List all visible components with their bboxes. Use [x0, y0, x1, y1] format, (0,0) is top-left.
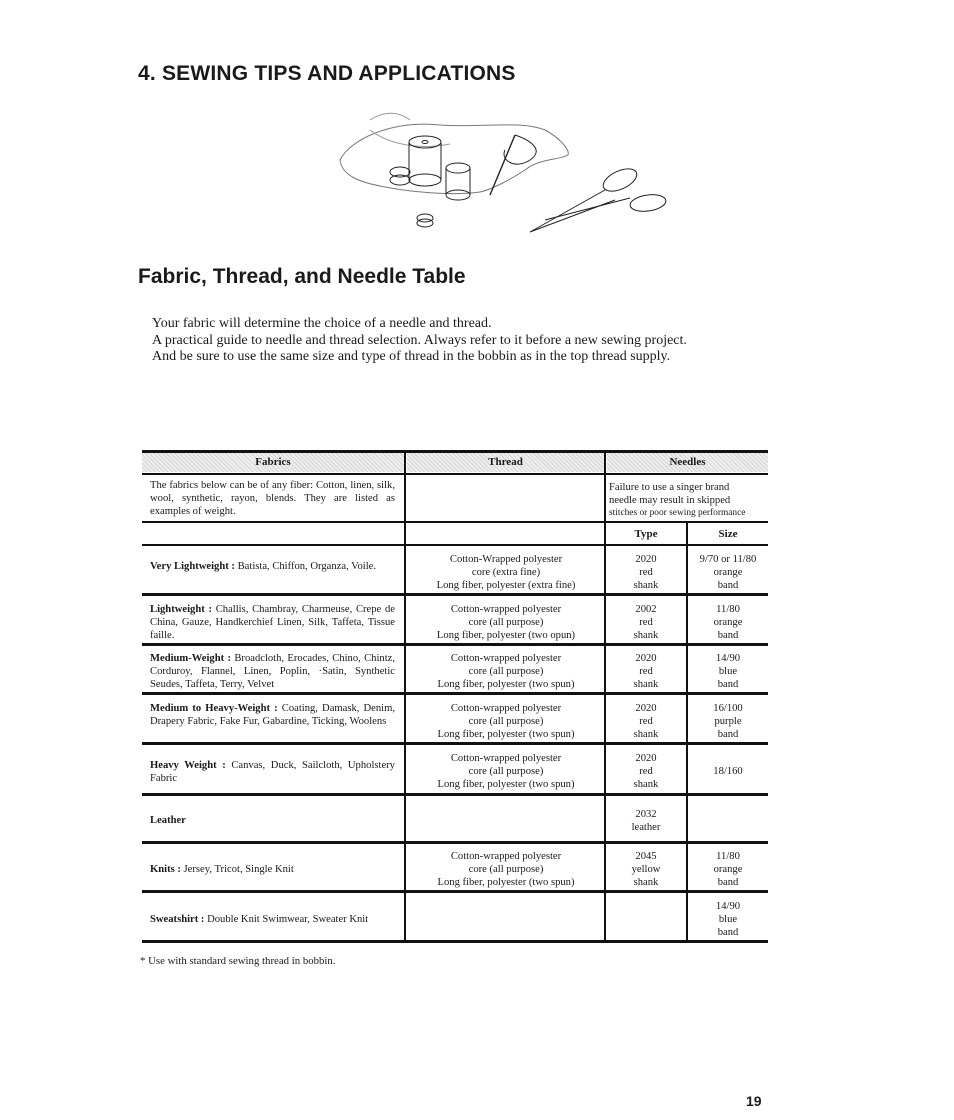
- rule: [142, 593, 768, 596]
- needle-size-cell-line: 16/100: [713, 702, 743, 714]
- fabric-cell: [150, 913, 395, 926]
- footnote: * Use with standard sewing thread in bobbin.: [140, 955, 336, 967]
- needle-size-cell-line: blue: [718, 913, 738, 925]
- needle-size-cell: [690, 850, 766, 889]
- needle-type-cell: [607, 652, 685, 691]
- needle-size-cell-line: band: [717, 679, 739, 690]
- thread-cell-line: Cotton-wrapped polyester: [450, 702, 562, 714]
- intro-line: And be sure to use the same size and type of thread in the bobbin as in the top thread supply.: [152, 349, 671, 364]
- thread-cell-line: core (extra fine): [471, 567, 541, 578]
- needle-size-cell-line: blue: [718, 666, 738, 677]
- thread-cell-line: Long fiber, polyester (two spun): [437, 779, 575, 790]
- fabric-cell: [150, 863, 395, 876]
- thread-cell: [408, 652, 604, 691]
- thread-cell-line: core (all purpose): [468, 766, 544, 777]
- needle-type-cell-line: shank: [633, 728, 659, 740]
- intro-paragraph: [152, 316, 792, 366]
- thread-cell-line: Long fiber, polyester (two spun): [437, 877, 575, 888]
- fabric-examples: Canvas, Duck, Sailcloth, Upholstery Fabric: [150, 759, 395, 784]
- header-needles: Needles: [669, 456, 706, 468]
- thread-cell-line: Cotton-Wrapped polyester: [449, 554, 563, 565]
- sewing-illustration: [330, 100, 675, 245]
- fabric-cell: [150, 560, 395, 573]
- needle-type-cell-line: 2020: [635, 554, 657, 565]
- rule: [142, 692, 768, 695]
- thread-cell-line: core (all purpose): [468, 864, 544, 875]
- fabric-examples: Challis, Chambray, Charmeuse, Crepe de China, Gauze, Handkerchief Linen, Silk, Taffeta, Tissue faille.: [150, 603, 395, 641]
- needle-size-cell: [690, 553, 766, 592]
- needle-size-cell-line: 9/70 or 11/80: [699, 554, 757, 565]
- needle-type-cell-line: shank: [633, 580, 659, 591]
- needle-type-cell-line: red: [639, 766, 653, 777]
- needle-type-cell-line: red: [639, 666, 653, 677]
- rule: [142, 521, 768, 523]
- needle-type-cell: [607, 808, 685, 834]
- needle-size-cell: [690, 603, 766, 642]
- needle-type-cell: [607, 702, 685, 741]
- thread-cell-line: Cotton-wrapped polyester: [450, 653, 562, 664]
- thread-cell-line: Long fiber, polyester (two spun): [437, 728, 575, 740]
- fabric-weight-label: Leather: [150, 815, 186, 826]
- needle-size-cell-line: orange: [713, 567, 743, 578]
- rule: [142, 643, 768, 646]
- table-title: Fabric, Thread, and Needle Table: [138, 265, 466, 288]
- thread-cell-line: Cotton-wrapped polyester: [450, 603, 562, 615]
- needle-size-cell-line: band: [717, 877, 739, 888]
- thread-cell: [408, 603, 604, 642]
- header-fabrics: Fabrics: [255, 456, 291, 468]
- needle-size-cell-line: 14/90: [715, 653, 741, 664]
- needle-size-cell-line: 18/160: [713, 766, 743, 777]
- fabric-weight-label: Lightweight :: [150, 603, 212, 615]
- header-type: Type: [634, 528, 658, 540]
- thread-cell: [408, 850, 604, 889]
- needle-size-cell: [690, 652, 766, 691]
- rule: [142, 473, 768, 475]
- needle-type-cell: [607, 850, 685, 889]
- needle-type-cell-line: 2045: [635, 851, 657, 862]
- thread-cell-line: core (all purpose): [468, 715, 544, 727]
- needle-type-cell-line: 2020: [635, 653, 657, 664]
- thread-cell-line: Long fiber, polyester (extra fine): [436, 580, 576, 591]
- fabric-weight-label: Medium-Weight :: [150, 653, 232, 664]
- rule: [142, 841, 768, 844]
- needle-size-cell-line: band: [717, 728, 739, 740]
- needle-type-cell-line: yellow: [631, 864, 661, 875]
- thread-cell-line: core (all purpose): [468, 616, 544, 628]
- rule: [142, 890, 768, 893]
- thread-cell: [408, 702, 604, 741]
- needle-type-cell-line: shank: [633, 679, 659, 690]
- fabric-examples: Broadcloth, Erocades, Chino, Chintz, Corduroy, Flannel, Linen, Poplin, ·Satin, Synthetic Seudes, Taffeta, Terry, Velvet: [150, 653, 395, 690]
- fabric-weight-label: Very Lightweight :: [150, 560, 235, 572]
- needle-size-cell-line: band: [717, 629, 739, 641]
- needle-note-line: needle may result in skipped: [609, 495, 731, 506]
- needle-size-cell-line: 14/90: [715, 900, 741, 912]
- thread-cell-line: Long fiber, polyester (two opun): [436, 629, 576, 641]
- needle-size-cell: [690, 702, 766, 741]
- needle-note: [609, 481, 764, 520]
- thread-cell: [408, 752, 604, 791]
- needle-type-cell-line: 2020: [635, 702, 657, 714]
- needle-type-cell-line: shank: [633, 779, 659, 790]
- rule: [142, 544, 768, 546]
- fabric-weight-label: Medium to Heavy-Weight :: [150, 702, 278, 714]
- needle-size-cell-line: band: [717, 580, 739, 591]
- needle-type-cell: [607, 603, 685, 642]
- needle-type-cell-line: red: [639, 616, 653, 628]
- needle-type-cell-line: 2002: [635, 603, 657, 615]
- thread-cell-line: Long fiber, polyester (two spun): [437, 679, 575, 690]
- rule: [686, 523, 688, 943]
- fabric-examples: Double Knit Swimwear, Sweater Knit: [204, 913, 369, 925]
- rule: [404, 450, 406, 943]
- needle-size-cell-line: orange: [713, 616, 743, 628]
- needle-type-cell-line: shank: [633, 629, 659, 641]
- thread-cell-line: Cotton-wrapped polyester: [450, 851, 562, 862]
- thread-cell-line: Cotton-wrapped polyester: [450, 753, 562, 764]
- fabric-cell: [150, 814, 395, 827]
- fabric-examples: Batista, Chiffon, Organza, Voile.: [234, 560, 376, 572]
- fabric-cell: [150, 652, 395, 691]
- needle-type-cell: [607, 553, 685, 592]
- needle-size-cell: [690, 765, 766, 778]
- rule: [142, 450, 768, 453]
- needle-type-cell-line: leather: [631, 821, 661, 833]
- needle-size-cell-line: orange: [713, 864, 743, 875]
- rule: [604, 450, 606, 943]
- thread-cell: [408, 553, 604, 592]
- intro-line: Your fabric will determine the choice of a needle and thread.: [152, 316, 492, 331]
- fabric-note: The fabrics below can be of any fiber: Cotton, linen, silk, wool, synthetic, rayon, blends. They are listed as examples of weight.: [150, 480, 395, 517]
- fabric-cell: [150, 759, 395, 785]
- fabric-examples: Jersey, Tricot, Single Knit: [180, 864, 294, 875]
- needle-size-cell-line: 11/80: [716, 603, 740, 615]
- fabric-weight-label: Sweatshirt :: [150, 913, 205, 925]
- rule: [142, 742, 768, 745]
- header-thread: Thread: [488, 456, 523, 468]
- intro-line: A practical guide to needle and thread selection. Always refer to it before a new sewing project.: [152, 332, 687, 348]
- fabric-weight-label: Knits :: [150, 864, 181, 875]
- needle-size-cell-line: 11/80: [716, 851, 740, 862]
- needle-note-line: stitches or poor sewing performance: [609, 508, 746, 518]
- needle-type-cell-line: red: [639, 567, 653, 578]
- needle-size-cell-line: band: [717, 926, 739, 938]
- needle-type-cell-line: 2032: [635, 808, 657, 820]
- page-number: 19: [746, 1093, 762, 1109]
- rule: [142, 940, 768, 943]
- fabric-weight-label: Heavy Weight :: [150, 759, 226, 771]
- fabric-cell: [150, 702, 395, 728]
- fabric-cell: [150, 603, 395, 642]
- needle-type-cell: [607, 752, 685, 791]
- needle-note-line: Failure to use a singer brand: [609, 482, 730, 493]
- needle-type-cell-line: 2020: [635, 753, 657, 764]
- section-title: 4. SEWING TIPS AND APPLICATIONS: [138, 62, 516, 85]
- needle-size-cell: [690, 900, 766, 939]
- header-size: Size: [718, 528, 738, 540]
- needle-size-cell-line: purple: [714, 715, 742, 727]
- fabric-examples: Coating, Damask, Denim, Drapery Fabric, Fake Fur, Gabardine, Ticking, Woolens: [150, 702, 395, 727]
- rule: [142, 793, 768, 796]
- thread-cell-line: core (all purpose): [468, 666, 544, 677]
- needle-type-cell-line: shank: [633, 877, 659, 888]
- needle-type-cell-line: red: [639, 715, 653, 727]
